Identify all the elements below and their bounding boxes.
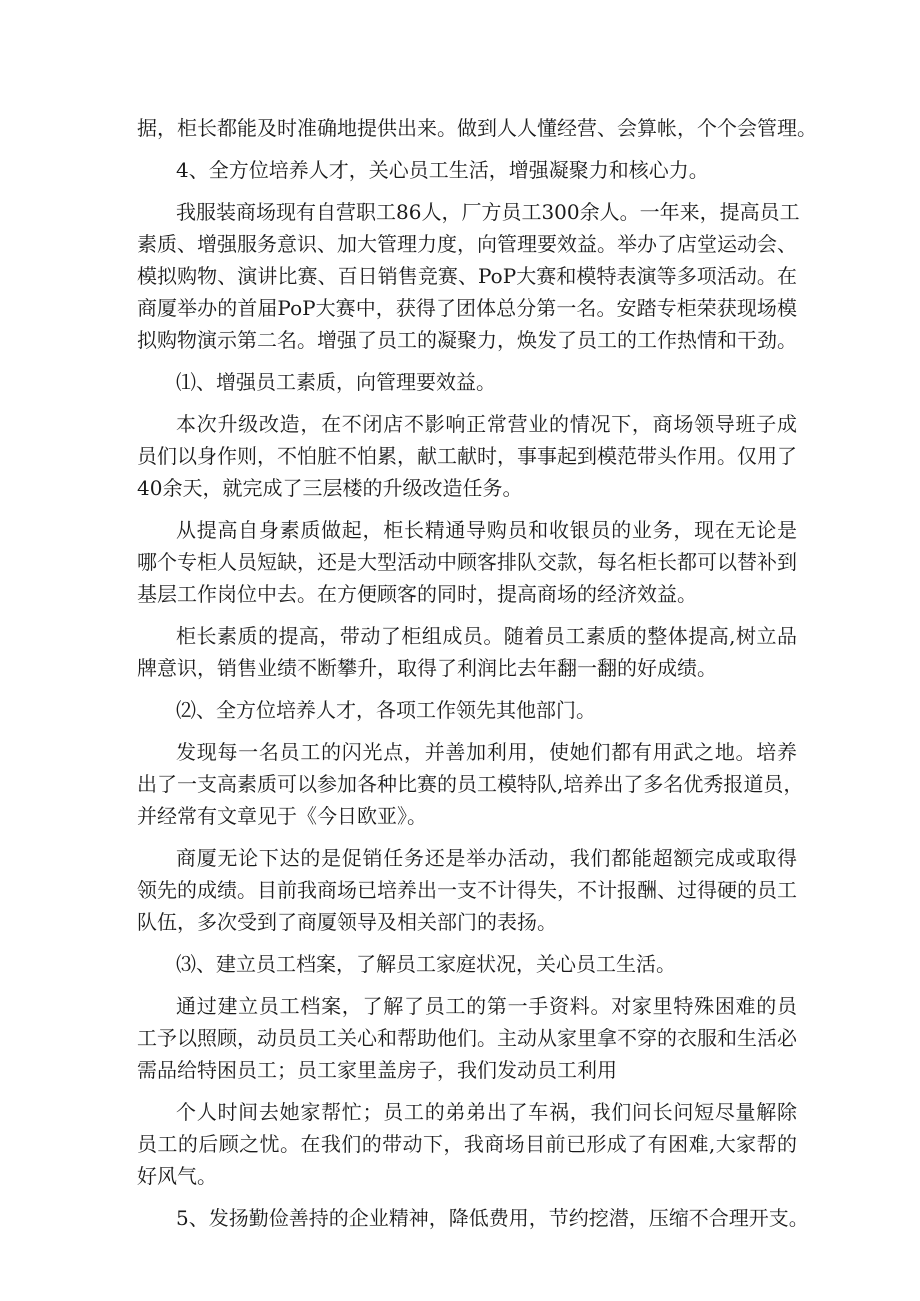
text-line: 4、全方位培养人才，关心员工生活，增强凝聚力和核心力。: [176, 158, 709, 182]
text-line: 哪个专柜人员短缺，还是大型活动中顾客排队交款，每名柜长都可以替补到: [137, 550, 797, 574]
paragraph: [137, 990, 797, 1086]
paragraph: [137, 620, 797, 684]
subsection-heading: [137, 694, 797, 726]
text-line: 模拟购物、演讲比赛、百日销售竞赛、PoP大赛和模特表演等多项活动。在: [137, 264, 797, 288]
text-line: 从提高自身素质做起，柜长精通导购员和收银员的业务，现在无论是: [176, 518, 797, 542]
paragraph: [137, 408, 797, 504]
text-line: 素质、增强服务意识、加大管理力度，向管理要效益。举办了店堂运动会、: [137, 232, 797, 256]
text-line: 5、发扬勤俭善持的企业精神，降低费用，节约挖潜，压缩不合理开支。: [176, 1206, 809, 1230]
paragraph: [137, 112, 817, 144]
text-line: 本次升级改造，在不闭店不影响正常营业的情况下，商场领导班子成: [176, 412, 797, 436]
text-line: 工予以照顾，动员员工关心和帮助他们。主动从家里拿不穿的衣服和生活必: [137, 1026, 797, 1050]
paragraph: [137, 1096, 797, 1192]
document-body: [137, 112, 817, 1234]
text-line: 40余天，就完成了三层楼的升级改造任务。: [137, 476, 523, 500]
text-line: 据，柜长都能及时准确地提供出来。做到人人懂经营、会算帐，个个会管理。: [137, 116, 817, 140]
text-line: 牌意识，销售业绩不断攀升，取得了利润比去年翻一翻的好成绩。: [137, 656, 717, 680]
text-line: 员们以身作则，不怕脏不怕累，献工献时，事事起到模范带头作用。仅用了: [137, 444, 797, 468]
text-line: 需品给特困员工；员工家里盖房子，我们发动员工利用: [137, 1058, 617, 1082]
text-line: ⑶、建立员工档案，了解员工家庭状况，关心员工生活。: [176, 952, 676, 976]
section-heading: [137, 154, 797, 186]
text-line: 我服装商场现有自营职工86人，厂方员工300余人。一年来，提高员工: [176, 200, 800, 224]
text-line: 通过建立员工档案，了解了员工的第一手资料。对家里特殊困难的员: [176, 994, 797, 1018]
text-line: 好风气。: [137, 1164, 217, 1188]
paragraph: [137, 196, 800, 356]
text-line: 商厦无论下达的是促销任务还是举办活动，我们都能超额完成或取得: [176, 846, 797, 870]
text-line: 并经常有文章见于《今日欧亚》。: [137, 804, 427, 828]
text-line: 队伍，多次受到了商厦领导及相关部门的表扬。: [137, 910, 557, 934]
paragraph: [137, 736, 804, 832]
text-line: 商厦举办的首届PoP大赛中，获得了团体总分第一名。安踏专柜荣获现场模: [137, 296, 797, 320]
subsection-heading: [137, 948, 797, 980]
paragraph: [137, 842, 797, 938]
section-heading: [137, 1202, 809, 1234]
paragraph: [137, 514, 797, 610]
text-line: 领先的成绩。目前我商场已培养出一支不计得失，不计报酬、过得硬的员工: [137, 878, 797, 902]
text-line: ⑵、全方位培养人才，各项工作领先其他部门。: [176, 698, 596, 722]
text-line: 基层工作岗位中去。在方便顾客的同时，提高商场的经济效益。: [137, 582, 697, 606]
text-line: 员工的后顾之忧。在我们的带动下，我商场目前已形成了有困难,大家帮的: [137, 1132, 797, 1156]
text-line: 发现每一名员工的闪光点，并善加利用，使她们都有用武之地。培养: [176, 740, 797, 764]
text-line: ⑴、增强员工素质，向管理要效益。: [176, 370, 496, 394]
text-line: 拟购物演示第二名。增强了员工的凝聚力，焕发了员工的工作热情和干劲。: [137, 328, 797, 352]
text-line: 个人时间去她家帮忙；员工的弟弟出了车祸，我们问长问短尽量解除: [176, 1100, 797, 1124]
subsection-heading: [137, 366, 797, 398]
text-line: 出了一支高素质可以参加各种比赛的员工模特队,培养出了多名优秀报道员，: [137, 772, 804, 796]
text-line: 柜长素质的提高，带动了柜组成员。随着员工素质的整体提高,树立品: [176, 624, 797, 648]
